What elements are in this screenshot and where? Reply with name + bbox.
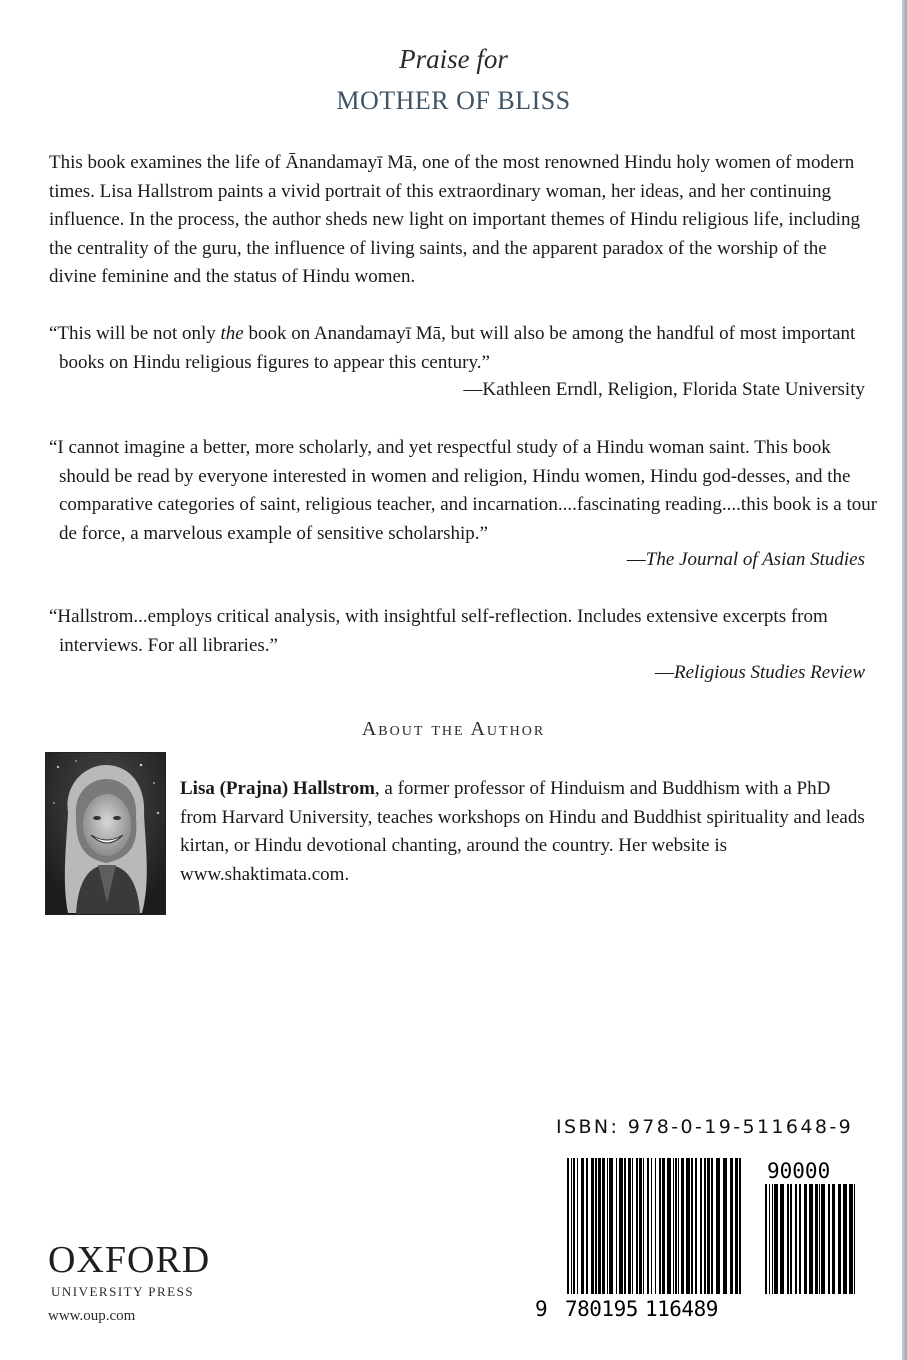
barcode-bar (790, 1184, 792, 1294)
barcode-bar (730, 1158, 733, 1294)
barcode-bar (815, 1184, 818, 1294)
barcode-bar (821, 1184, 825, 1294)
barcode-bar (780, 1184, 784, 1294)
barcode-bar (655, 1158, 656, 1294)
ean-right-digits: 116489 (645, 1297, 718, 1321)
author-bio: Lisa (Prajna) Hallstrom, a former professor of Hinduism and Buddhism with a PhD from Harvard University, teaches workshops on Hindu and Buddhist spirituality and leads kirtan, or Hindu devotional chanting, around the country. Her website is www.shaktimata.com. (180, 778, 865, 885)
barcode-bar (659, 1158, 661, 1294)
oxford-press: UNIVERSITY PRESS (51, 1284, 195, 1299)
barcode-bar (662, 1158, 665, 1294)
barcode-bar (632, 1158, 633, 1294)
quote-2-attribution: —The Journal of Asian Studies (626, 549, 865, 570)
barcode-bar (787, 1184, 789, 1294)
barcode-bar (595, 1158, 597, 1294)
barcode-bar (809, 1184, 813, 1294)
barcode-bar (769, 1184, 770, 1294)
quote-2: “I cannot imagine a better, more scholarly, and yet respectful study of a Hindu woman saint. This book should be read by everyone interested in women and religion, Hindu women, Hindu god-desses, and the comparative categories of saint, religious teacher, and incarnation....fascinating reading....this book is a tour de force, a marvelous example of sensitive scholarship.” (49, 437, 878, 544)
barcode-bar (667, 1158, 671, 1294)
barcode-bar (832, 1184, 835, 1294)
barcode-bar (700, 1158, 702, 1294)
barcode-bar (804, 1184, 807, 1294)
barcode-bar (795, 1184, 797, 1294)
barcode-bar (616, 1158, 617, 1294)
barcode-bar (607, 1158, 608, 1294)
barcode-bar (707, 1158, 710, 1294)
quote-1-attribution: —Kathleen Erndl, Religion, Florida State University (463, 379, 865, 400)
barcode-bar (681, 1158, 684, 1294)
author-name: Lisa (Prajna) Hallstrom (180, 778, 375, 799)
barcode-bar (691, 1158, 693, 1294)
barcode-bar (765, 1184, 767, 1294)
barcode-bar (598, 1158, 601, 1294)
barcode (535, 1158, 865, 1324)
isbn-label: ISBN: 978-0-19-511648-9 (556, 1116, 854, 1138)
barcode-bar (602, 1158, 605, 1294)
barcode-bar (571, 1158, 572, 1294)
barcode-bar (647, 1158, 649, 1294)
spine-edge (902, 0, 907, 1360)
quote-3: “Hallstrom...employs critical analysis, with insightful self-reflection. Includes extensive excerpts from interviews. For all libraries.” (49, 606, 828, 656)
ean-left-digits: 780195 (565, 1297, 638, 1321)
barcode-bar (678, 1158, 679, 1294)
barcode-bar (735, 1158, 738, 1294)
barcode-bar (639, 1158, 642, 1294)
barcode-bar (772, 1184, 773, 1294)
barcode-bar (636, 1158, 638, 1294)
about-author-heading: About the Author (361, 718, 546, 740)
barcode-bar (619, 1158, 623, 1294)
barcode-bar (711, 1158, 713, 1294)
quote-3-attribution: —Religious Studies Review (654, 662, 865, 683)
price-code: 90000 (767, 1159, 831, 1183)
barcode-bar (819, 1184, 820, 1294)
barcode-bar (624, 1158, 626, 1294)
barcode-bar (843, 1184, 847, 1294)
barcode-bar (673, 1158, 674, 1294)
ean-first-digit: 9 (535, 1297, 548, 1321)
barcode-bar (628, 1158, 631, 1294)
publisher-url: www.oup.com (48, 1308, 136, 1324)
quote-1: “This will be not only the book on Anandamayī Mā, but will also be among the handful of most important books on Hindu religious figures to appear this century.” (49, 323, 856, 373)
barcode-bar (704, 1158, 706, 1294)
barcode-bar (643, 1158, 644, 1294)
barcode-bar (591, 1158, 594, 1294)
praise-label: Praise for (399, 44, 508, 74)
barcode-bar (716, 1158, 720, 1294)
barcode-bar (581, 1158, 584, 1294)
barcode-bar (723, 1158, 727, 1294)
barcode-bar (609, 1158, 613, 1294)
barcode-bar (854, 1184, 855, 1294)
barcode-bar (567, 1158, 569, 1294)
book-title: MOTHER OF BLISS (336, 86, 571, 115)
barcode-bar (675, 1158, 677, 1294)
barcode-bar (849, 1184, 853, 1294)
barcode-bar (586, 1158, 588, 1294)
barcode-bar (799, 1184, 801, 1294)
barcode-bar (695, 1158, 697, 1294)
barcode-bar (573, 1158, 575, 1294)
barcode-bar (739, 1158, 741, 1294)
book-description: This book examines the life of Ānandamayī Mā, one of the most renowned Hindu holy women of modern times. Lisa Hallstrom paints a vivid portrait of this extraordinary woman, her ideas, and her continuing influence. In the process, the author sheds new light on important themes of Hindu religious life, including the centrality of the guru, the influence of living saints, and the apparent paradox of the worship of the divine feminine and the status of Hindu women. (49, 152, 861, 287)
barcode-bar (577, 1158, 578, 1294)
author-photo (45, 752, 166, 915)
barcode-bar (651, 1158, 652, 1294)
barcode-bar (828, 1184, 830, 1294)
barcode-bar (774, 1184, 778, 1294)
oxford-logo: OXFORD (48, 1239, 211, 1281)
barcode-bar (838, 1184, 841, 1294)
barcode-bar (686, 1158, 690, 1294)
